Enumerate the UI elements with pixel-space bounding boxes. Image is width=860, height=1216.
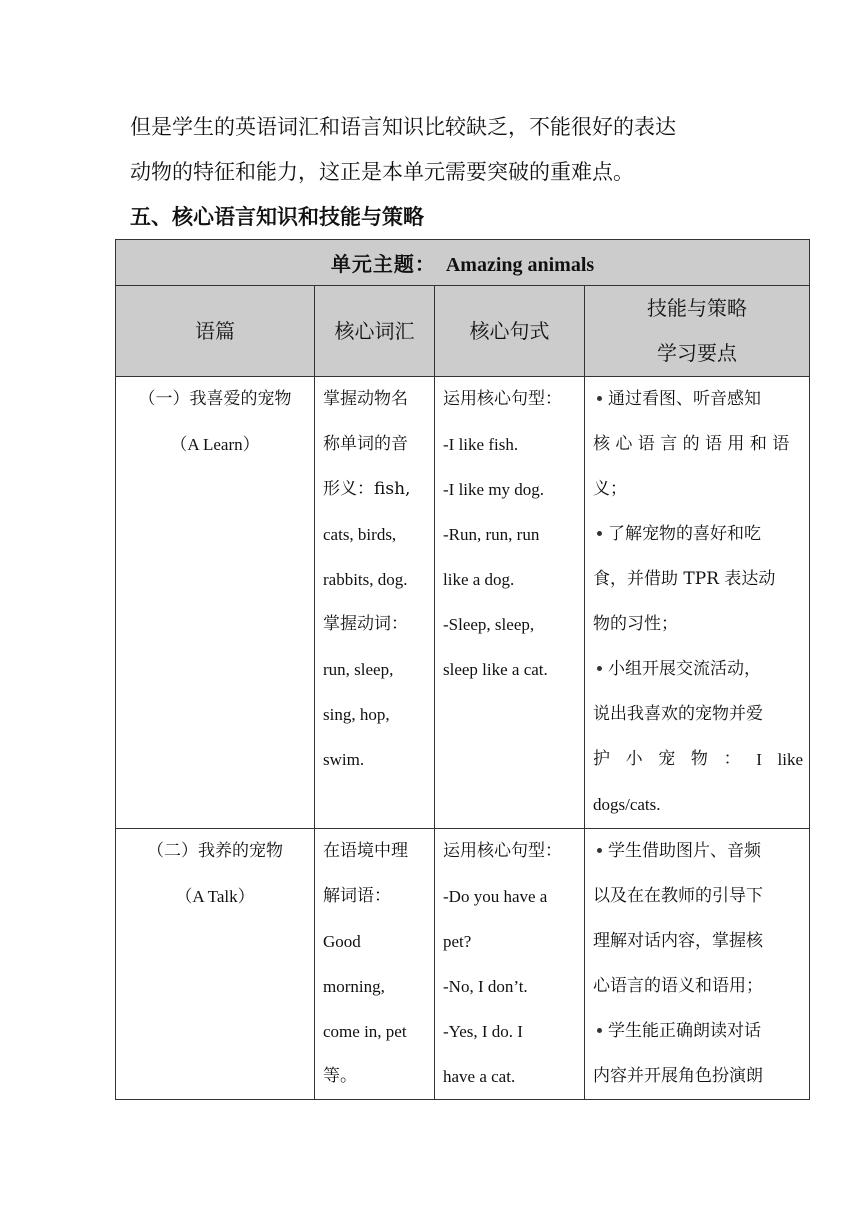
skill-line-justified (593, 737, 803, 782)
skill-word: ： (723, 749, 741, 769)
skill-text: 学生能正确朗读对话 (608, 1021, 761, 1041)
header-vocab (315, 286, 435, 377)
sentence-line: -No, I don’t. (443, 977, 528, 996)
vocab-line: 等。 (323, 1066, 357, 1086)
vocab-line: Good (323, 932, 361, 951)
vocab-line: 掌握动物名 (323, 389, 408, 409)
intro-line-2: 动物的特征和能力，这正是本单元需要突破的重难点。 (130, 160, 634, 184)
vocab-line: run, sleep, (323, 660, 394, 679)
vocab-line: 掌握动词： (323, 614, 408, 634)
skill-line: 核 心 语 言 的 语 用 和 语 (593, 434, 790, 454)
sentence-line: sleep like a cat. (443, 660, 548, 679)
vocab-cell (315, 377, 435, 829)
header-text (116, 286, 315, 377)
sentence-line: -Sleep, sleep, (443, 615, 535, 634)
sentence-line: have a cat. (443, 1067, 516, 1086)
vocab-line: 形义：fish, (323, 479, 411, 499)
bullet-icon (597, 666, 602, 671)
bullet-icon (597, 1028, 602, 1033)
sentence-line: 运用核心句型： (443, 389, 562, 409)
header-sentences-label: 核心句式 (469, 318, 550, 343)
bullet-icon (597, 531, 602, 536)
table-header-row (116, 286, 810, 377)
vocab-line: cats, birds, (323, 525, 397, 544)
sentence-line: -Yes, I do. I (443, 1022, 523, 1041)
skill-line: 理解对话内容，掌握核 (593, 931, 763, 951)
skill-line: dogs/cats. (593, 795, 661, 814)
unit-theme-label: 单元主题： (330, 252, 436, 276)
header-skills-line-1: 技能与策略 (647, 296, 748, 320)
skill-word: I (756, 750, 762, 769)
skill-word: 宠 (658, 749, 676, 769)
vocab-line: 解词语： (323, 886, 391, 906)
table-title-row (116, 240, 810, 286)
skill-line: 以及在在教师的引导下 (593, 886, 763, 906)
unit-theme-value: Amazing animals (445, 254, 595, 276)
bullet-icon (597, 396, 602, 401)
skill-line: 心语言的语义和语用； (593, 976, 763, 996)
skill-text: 学生借助图片、音频 (608, 841, 761, 861)
skill-word: like (777, 750, 804, 769)
text-cell (116, 377, 315, 829)
vocab-line: sing, hop, (323, 705, 390, 724)
sentence-line: -I like my dog. (443, 480, 545, 499)
skill-line (593, 1009, 803, 1054)
skill-line: 说出我喜欢的宠物并爱 (593, 704, 763, 724)
text-cell (116, 829, 315, 1100)
sentence-line: 运用核心句型： (443, 841, 562, 861)
sentence-cell (435, 377, 585, 829)
sentence-line: -Run, run, run (443, 525, 540, 544)
skill-text: 了解宠物的喜好和吃 (608, 524, 761, 544)
skill-line (593, 512, 803, 557)
sentence-line: pet? (443, 932, 472, 951)
skill-line (593, 829, 803, 874)
skill-line: 物的习性； (593, 614, 678, 634)
vocab-line: 称单词的音 (323, 434, 408, 454)
skill-word: 小 (625, 749, 643, 769)
text-part: （A Talk） (175, 887, 255, 906)
skill-line: 食，并借助 TPR 表达动 (593, 569, 776, 589)
sentence-line: like a dog. (443, 570, 515, 589)
skill-word: 物 (690, 749, 708, 769)
skill-line: 内容并开展角色扮演朗 (593, 1066, 763, 1086)
text-name: （一）我喜爱的宠物 (138, 389, 292, 409)
section-heading: 五、核心语言知识和技能与策略 (130, 204, 424, 229)
text-name: （二）我养的宠物 (147, 841, 283, 861)
table-row (116, 377, 810, 829)
skills-cell (585, 829, 810, 1100)
vocab-line: 在语境中理 (323, 841, 408, 861)
vocab-line: come in, pet (323, 1022, 407, 1041)
vocab-line: rabbits, dog. (323, 570, 408, 589)
header-skills (585, 286, 810, 377)
header-text-label: 语篇 (195, 318, 235, 343)
header-vocab-label: 核心词汇 (334, 318, 415, 343)
unit-theme-cell (116, 240, 810, 286)
sentence-cell (435, 829, 585, 1100)
skills-cell (585, 377, 810, 829)
intro-line-1: 但是学生的英语词汇和语言知识比较缺乏，不能很好的表达 (130, 115, 676, 139)
skill-line (593, 647, 803, 692)
header-skills-line-2: 学习要点 (657, 341, 738, 365)
skill-word: 护 (593, 749, 610, 769)
skill-text: 通过看图、听音感知 (608, 389, 761, 409)
vocab-line: swim. (323, 750, 365, 769)
header-sentences (435, 286, 585, 377)
bullet-icon (597, 848, 602, 853)
skill-text: 小组开展交流活动， (608, 659, 761, 679)
vocab-cell (315, 829, 435, 1100)
vocab-line: morning, (323, 977, 385, 996)
sentence-line: -I like fish. (443, 435, 519, 454)
core-language-table (115, 239, 810, 1100)
table-row (116, 829, 810, 1100)
text-part: （A Learn） (170, 435, 260, 454)
skill-line (593, 377, 803, 422)
skill-line: 义； (593, 479, 627, 499)
sentence-line: -Do you have a (443, 887, 548, 906)
